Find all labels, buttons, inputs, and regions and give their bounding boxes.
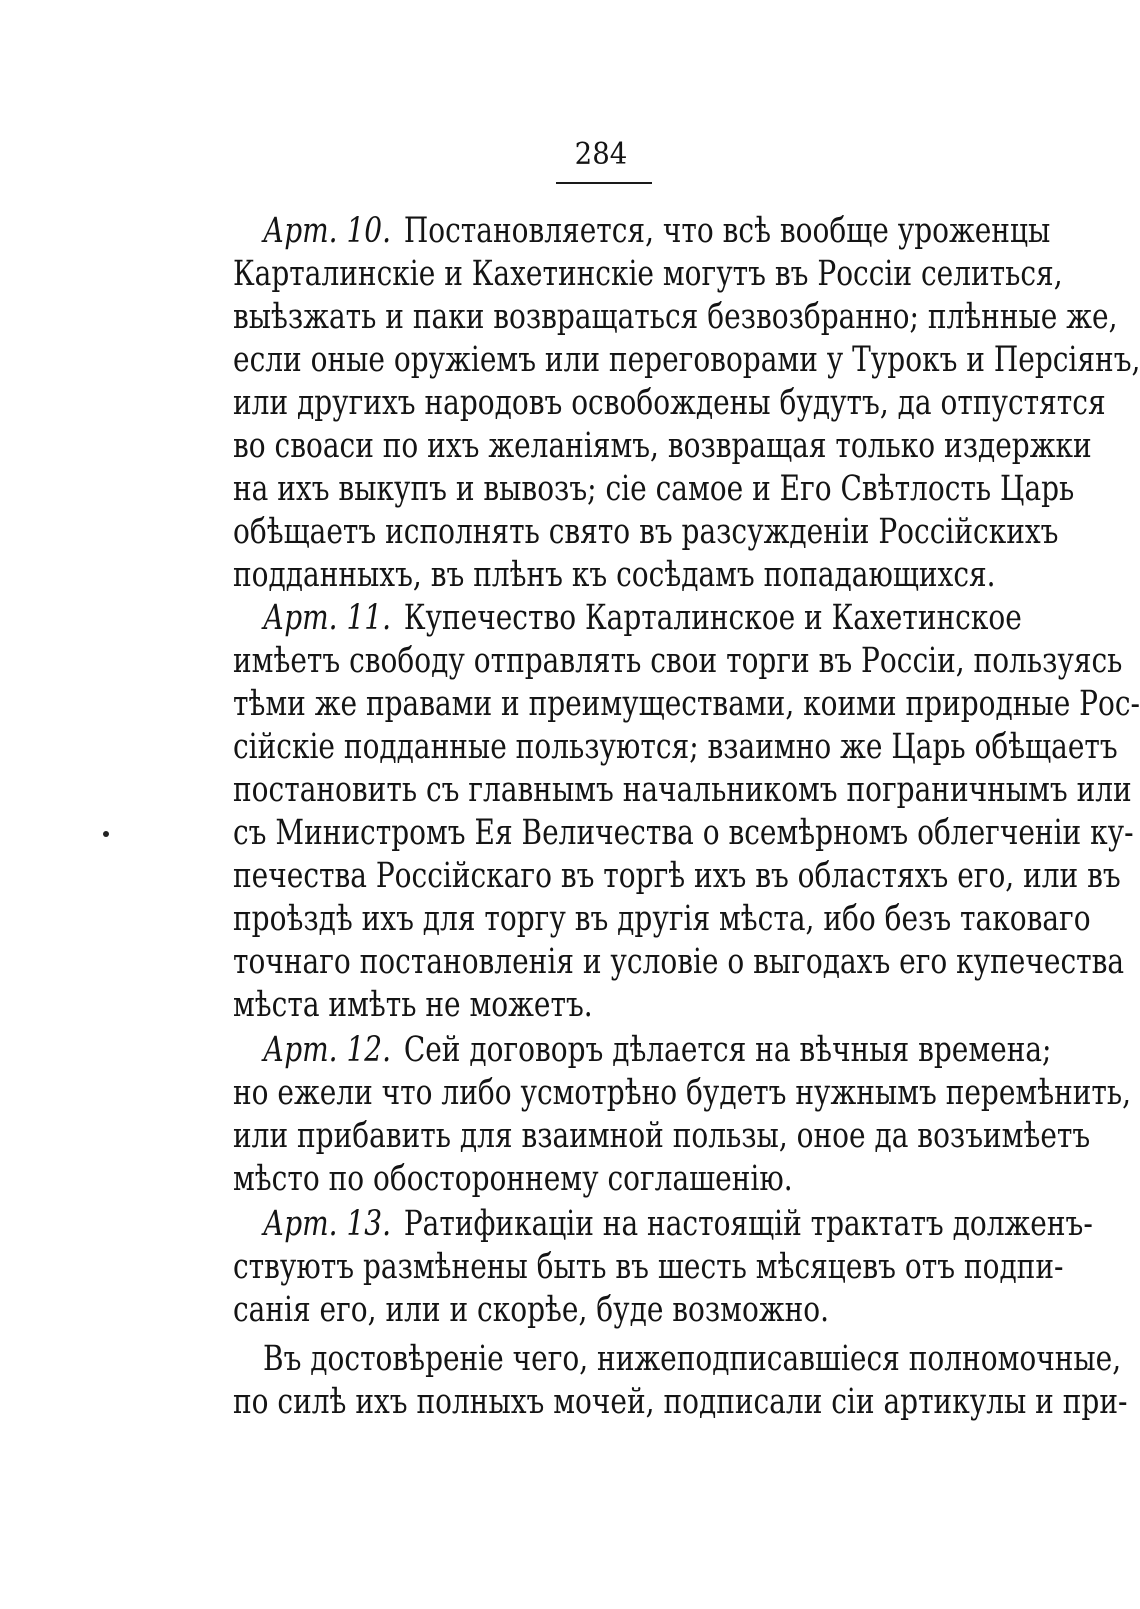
text-line: на ихъ выкупъ и вывозъ; сіе самое и Его Свѣтлость Царь xyxy=(233,469,1075,509)
page-number-rule xyxy=(556,182,652,184)
text-line: или прибавить для взаимной пользы, оное да возъимѣетъ xyxy=(233,1116,1091,1156)
text-line: ствуютъ размѣнены быть въ шесть мѣсяцевъ отъ подпи- xyxy=(233,1247,1064,1287)
margin-ink-dot xyxy=(103,831,109,837)
text-line: но ежели что либо усмотрѣно будетъ нужнымъ перемѣнить, xyxy=(233,1073,1132,1113)
text-line: или другихъ народовъ освобождены будутъ, да отпустятся xyxy=(233,383,1106,423)
text-line: обѣщаетъ исполнять свято въ разсужденіи Россійскихъ xyxy=(233,512,1059,552)
text-line: во своаси по ихъ желаніямъ, возвращая только издержки xyxy=(233,426,1092,466)
text-line: сійскіе подданные пользуются; взаимно же Царь обѣщаетъ xyxy=(233,727,1118,767)
text-line: выѣзжать и паки возвращаться безвозбранно; плѣнные же, xyxy=(233,297,1118,337)
text-line: мѣста имѣть не можетъ. xyxy=(233,985,593,1025)
text-line: Арт. 12. Сей договоръ дѣлается на вѣчныя времена; xyxy=(263,1030,1052,1070)
text-line: печества Россійскаго въ торгѣ ихъ въ областяхъ его, или въ xyxy=(233,856,1121,896)
text-line: санія его, или и скорѣе, буде возможно. xyxy=(233,1290,829,1330)
text-line: подданныхъ, въ плѣнъ къ сосѣдамъ попадающихся. xyxy=(233,555,996,595)
text-line: имѣетъ свободу отправлять свои торги въ Россіи, пользуясь xyxy=(233,641,1123,681)
text-line: точнаго постановленія и условіе о выгодахъ его купечества xyxy=(233,942,1125,982)
text-line: мѣсто по обостороннему соглашенію. xyxy=(233,1159,793,1199)
text-line: съ Министромъ Ея Величества о всемѣрномъ облегченіи ку- xyxy=(233,813,1134,853)
text-line: Карталинскіе и Кахетинскіе могутъ въ Россіи селиться, xyxy=(233,254,1063,294)
text-line: если оные оружіемъ или переговорами у Турокъ и Персіянъ, xyxy=(233,340,1140,380)
text-line: Въ достовѣреніе чего, нижеподписавшіеся полномочные, xyxy=(263,1339,1122,1379)
text-line: Арт. 10. Постановляется, что всѣ вообще уроженцы xyxy=(263,211,1051,251)
text-line: Арт. 13. Ратификаціи на настоящій трактатъ долженъ- xyxy=(263,1204,1093,1244)
text-line: Арт. 11. Купечество Карталинское и Кахетинское xyxy=(263,598,1022,638)
text-line: по силѣ ихъ полныхъ мочей, подписали сіи артикулы и при- xyxy=(233,1382,1128,1422)
text-line: проѣздѣ ихъ для торгу въ другія мѣста, ибо безъ таковаго xyxy=(233,899,1091,939)
text-line: тѣми же правами и преимуществами, коими природные Рос- xyxy=(233,684,1140,724)
text-line: постановить съ главнымъ начальникомъ пограничнымъ или xyxy=(233,770,1132,810)
page-number: 284 xyxy=(574,137,628,172)
